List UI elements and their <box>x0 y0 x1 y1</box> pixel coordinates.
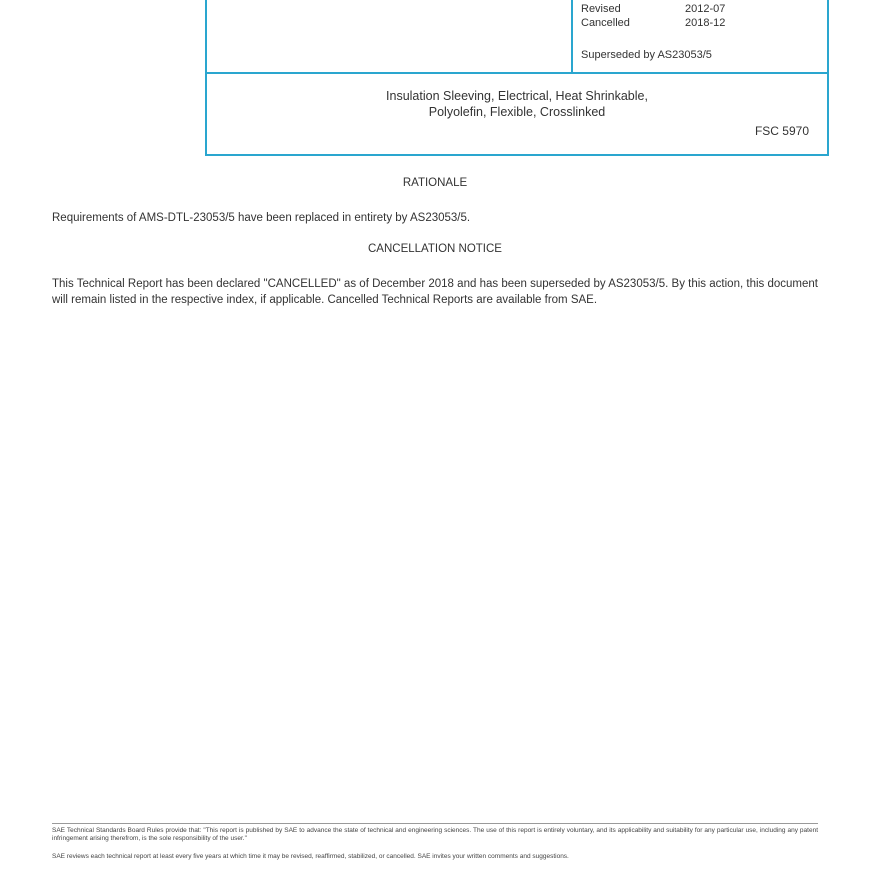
header-divider <box>571 0 573 74</box>
revised-label: Revised <box>581 3 621 15</box>
revision-dates <box>581 2 725 30</box>
fsc-code: FSC 5970 <box>754 124 809 138</box>
cancelled-label: Cancelled <box>581 17 630 29</box>
superseded-notice: Superseded by AS23053/5 <box>581 49 712 61</box>
revised-value: 2012-07 <box>685 3 726 15</box>
cancellation-heading: CANCELLATION NOTICE <box>368 243 502 255</box>
rationale-heading: RATIONALE <box>402 177 468 189</box>
cancelled-row <box>581 16 725 30</box>
rationale-text: Requirements of AMS-DTL-23053/5 have been replaced in entirety by AS23053/5. <box>52 212 471 224</box>
title-line-1: Insulation Sleeving, Electrical, Heat Shrinkable, <box>386 89 648 103</box>
cancellation-text: This Technical Report has been declared "CANCELLED" as of December 2018 and has been superseded by AS23053/5. By this action, this document will remain listed in the respective index, if applicable. Cancelled Technical Reports are available from SAE. <box>52 278 818 306</box>
document-title <box>207 88 827 120</box>
footer-rule <box>52 823 818 824</box>
revised-row <box>581 2 725 16</box>
document-header-box <box>205 0 829 156</box>
header-top-section <box>207 0 827 74</box>
footer-review-notice: SAE reviews each technical report at least every five years at which time it may be revised, reaffirmed, stabilized, or cancelled. SAE invites your written comments and suggestions. <box>52 853 569 860</box>
footer-disclaimer: SAE Technical Standards Board Rules provide that: "This report is published by SAE to advance the state of technical and engineering sciences. The use of this report is entirely voluntary, and its applicability and suitability for any particular use, including any patent infringement arising therefrom, is the sole responsibility of the user." <box>52 827 818 842</box>
cancelled-value: 2018-12 <box>685 17 726 29</box>
title-line-2: Polyolefin, Flexible, Crosslinked <box>428 105 606 119</box>
